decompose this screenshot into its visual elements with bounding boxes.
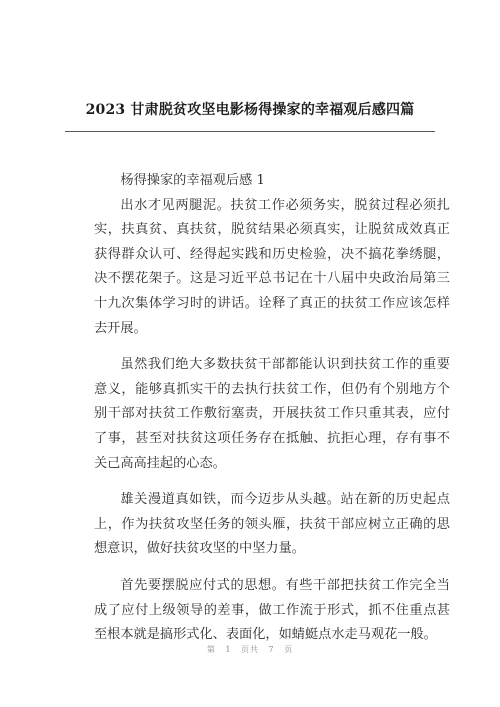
document-title: 2023 甘肃脱贫攻坚电影杨得操家的幸福观后感四篇 [85, 102, 415, 118]
title-divider [65, 131, 435, 132]
body-paragraph-4: 首先要摆脱应付式的思想。有些干部把扶贫工作完全当成了应付上级领导的差事，做工作流于形式，抓不住重点甚至根本就是搞形式化、表面化，如蜻蜓点水走马观花一般。 [94, 577, 450, 643]
body-paragraph-3: 雄关漫道真如铁，而今迈步从头越。站在新的历史起点上，作为扶贫攻坚任务的领头雁，扶贫干部应树立正确的思想意识，做好扶贫攻坚的中坚力量。 [94, 492, 450, 557]
footer-current-page: 1 [225, 645, 232, 654]
body-paragraph-1: 出水才见两腿泥。扶贫工作必须务实，脱贫过程必须扎实，扶真贫、真扶贫，脱贫结果必须真实，让脱贫成效真正获得群众认可、经得起实践和历史检验，决不搞花拳绣腿，决不摆花架子。这是习近平总书记在十八届中央政治局第三十九次集体学习时的讲话。诠释了真正的扶贫工作应该怎样去开展。 [94, 197, 450, 336]
page-footer [0, 644, 500, 655]
document-body [94, 169, 450, 660]
footer-suffix: 页 [284, 645, 294, 654]
footer-middle: 页共 [241, 645, 259, 654]
footer-prefix: 第 [206, 645, 216, 654]
body-paragraph-2: 虽然我们绝大多数扶贫干部都能认识到扶贫工作的重要意义，能够真抓实干的去执行扶贫工作，但仍有个别地方个别干部对扶贫工作敷衍塞责，开展扶贫工作只重其表，应付了事，甚至对扶贫这项任务存在抵触、抗拒心理，存有事不关己高高挂起的心态。 [94, 357, 450, 471]
section-subtitle: 杨得操家的幸福观后感 1 [120, 173, 265, 188]
footer-total-pages: 7 [268, 645, 275, 654]
